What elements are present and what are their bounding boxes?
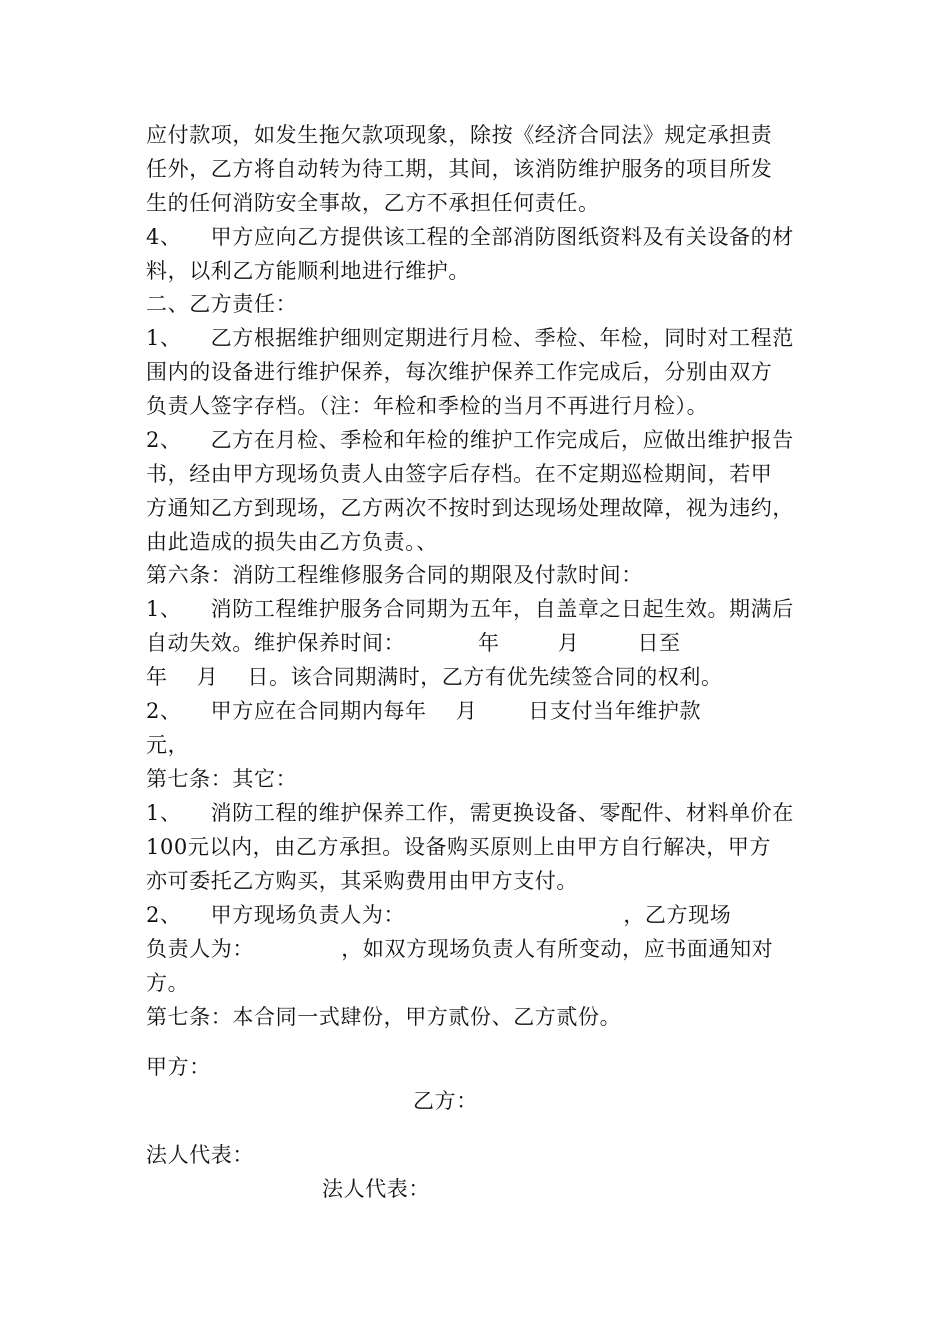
body-line: 2、 甲方现场负责人为： ，乙方现场: [146, 903, 732, 927]
body-line: 由此造成的损失由乙方负责。、: [146, 530, 438, 554]
body-line: 书，经由甲方现场负责人由签字后存档。在不定期巡检期间，若甲: [146, 462, 773, 486]
party-b-representative-label: 法人代表：: [322, 1177, 430, 1201]
body-line: 4、 甲方应向乙方提供该工程的全部消防图纸资料及有关设备的材: [146, 225, 794, 249]
body-line: 任外，乙方将自动转为待工期，其间，该消防维护服务的项目所发: [146, 157, 773, 181]
body-line: 年 月 日。该合同期满时，乙方有优先续签合同的权利。: [146, 665, 723, 689]
body-line: 生的任何消防安全事故，乙方不承担任何责任。: [146, 191, 600, 215]
party-b-label: 乙方：: [413, 1089, 478, 1113]
article-heading: 第七条：其它：: [146, 767, 298, 791]
body-line: 负责人签字存档。（注：年检和季检的当月不再进行月检）。: [146, 394, 709, 418]
body-line: 1、 乙方根据维护细则定期进行月检、季检、年检，同时对工程范: [146, 326, 794, 350]
body-line: 2、 甲方应在合同期内每年 月 日支付当年维护款: [146, 699, 702, 723]
party-a-label: 甲方：: [146, 1055, 211, 1079]
body-line: 亦可委托乙方购买，其采购费用由甲方支付。: [146, 869, 578, 893]
article-heading: 第六条：消防工程维修服务合同的期限及付款时间：: [146, 563, 643, 587]
body-line: 围内的设备进行维护保养，每次维护保养工作完成后，分别由双方: [146, 360, 773, 384]
body-line: 元，: [146, 733, 190, 757]
body-line: 料，以利乙方能顺利地进行维护。: [146, 259, 470, 283]
body-line: 1、 消防工程维护服务合同期为五年，自盖章之日起生效。期满后: [146, 597, 794, 621]
section-heading: 二、乙方责任：: [146, 292, 298, 316]
body-line: 2、 乙方在月检、季检和年检的维护工作完成后，应做出维护报告: [146, 428, 794, 452]
body-line: 方通知乙方到现场，乙方两次不按时到达现场处理故障，视为违约，: [146, 496, 794, 520]
body-line: 自动失效。维护保养时间： 年 月 日至: [146, 631, 681, 655]
body-line: 方。: [146, 971, 190, 995]
body-line: 1、 消防工程的维护保养工作，需更换设备、零配件、材料单价在: [146, 801, 794, 825]
party-a-representative-label: 法人代表：: [146, 1143, 254, 1167]
body-line: 负责人为： ，如双方现场负责人有所变动，应书面通知对: [146, 937, 774, 961]
body-line: 100元以内，由乙方承担。设备购买原则上由甲方自行解决，甲方: [146, 835, 772, 859]
body-line: 应付款项，如发生拖欠款项现象，除按《经济合同法》规定承担责: [146, 123, 773, 147]
article-heading: 第七条：本合同一式肆份，甲方贰份、乙方贰份。: [146, 1005, 622, 1029]
